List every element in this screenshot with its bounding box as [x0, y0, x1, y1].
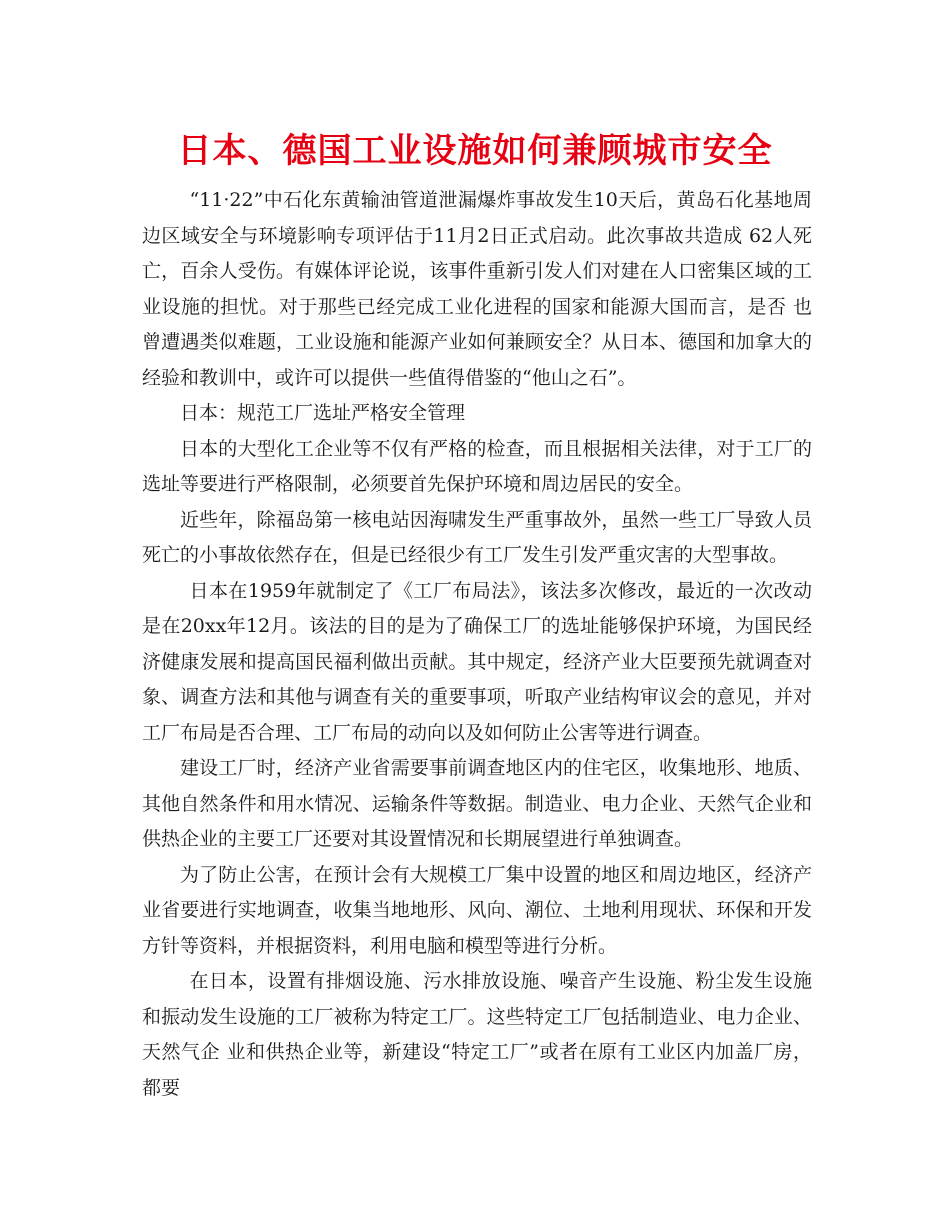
paragraph: 为了防止公害，在预计会有大规模工厂集中设置的地区和周边地区，经济产业省要进行实地调查，收集当地地形、风向、潮位、土地利用现状、环保和开发方针等资料，并根据资料，利用电脑和模型等进行分析。	[142, 863, 812, 957]
paragraph: 日本在1959年就制定了《工厂布局法》，该法多次修改，最近的一次改动是在20xx年12月。该法的目的是为了确保工厂的选址能够保护环境，为国民经 济健康发展和提高国民福利做出贡献。其中规定，经济产业大臣要预先就调查对象、调查方法和其他与调查有关的重要事项，听取产业结构审议会的意见，并对工厂布局是否合理、工厂布局的动向以及如何防止公害等进行调查。	[142, 579, 812, 744]
paragraph-intro: “11·22”中石化东黄输油管道泄漏爆炸事故发生10天后，黄岛石化基地周边区域安全与环境影响专项评估于11月2日正式启动。此次事故共造成 62人死亡，百余人受伤。有媒体评论说，该事件重新引发人们对建在人口密集区域的工业设施的担忧。对于那些已经完成工业化进程的国家和能源大国而言，是否 也曾遭遇类似难题，工业设施和能源产业如何兼顾安全？从日本、德国和加拿大的经验和教训中，或许可以提供一些值得借鉴的“他山之石”。	[142, 189, 812, 389]
paragraph: 日本的大型化工企业等不仅有严格的检查，而且根据相关法律，对于工厂的选址等要进行严格限制，必须要首先保护环境和周边居民的安全。	[142, 437, 812, 495]
paragraph: 建设工厂时，经济产业省需要事前调查地区内的住宅区，收集地形、地质、其他自然条件和用水情况、运输条件等数据。制造业、电力企业、天然气企业和供热企业的主要工厂还要对其设置情况和长期展望进行单独调查。	[142, 757, 812, 850]
paragraph: 在日本，设置有排烟设施、污水排放设施、噪音产生设施、粉尘发生设施和振动发生设施的工厂被称为特定工厂。这些特定工厂包括制造业、电力企业、天然气企 业和供热企业等，新建设“特定工厂”或者在原有工业区内加盖厂房，都要	[142, 970, 812, 1099]
section-heading-japan: 日本：规范工厂选址严格安全管理	[180, 402, 466, 424]
document-body	[142, 183, 812, 1106]
paragraph: 近些年，除福岛第一核电站因海啸发生严重事故外，虽然一些工厂导致人员死亡的小事故依然存在，但是已经很少有工厂发生引发严重灾害的大型事故。	[142, 508, 812, 566]
document-title: 日本、德国工业设施如何兼顾城市安全	[177, 131, 773, 171]
